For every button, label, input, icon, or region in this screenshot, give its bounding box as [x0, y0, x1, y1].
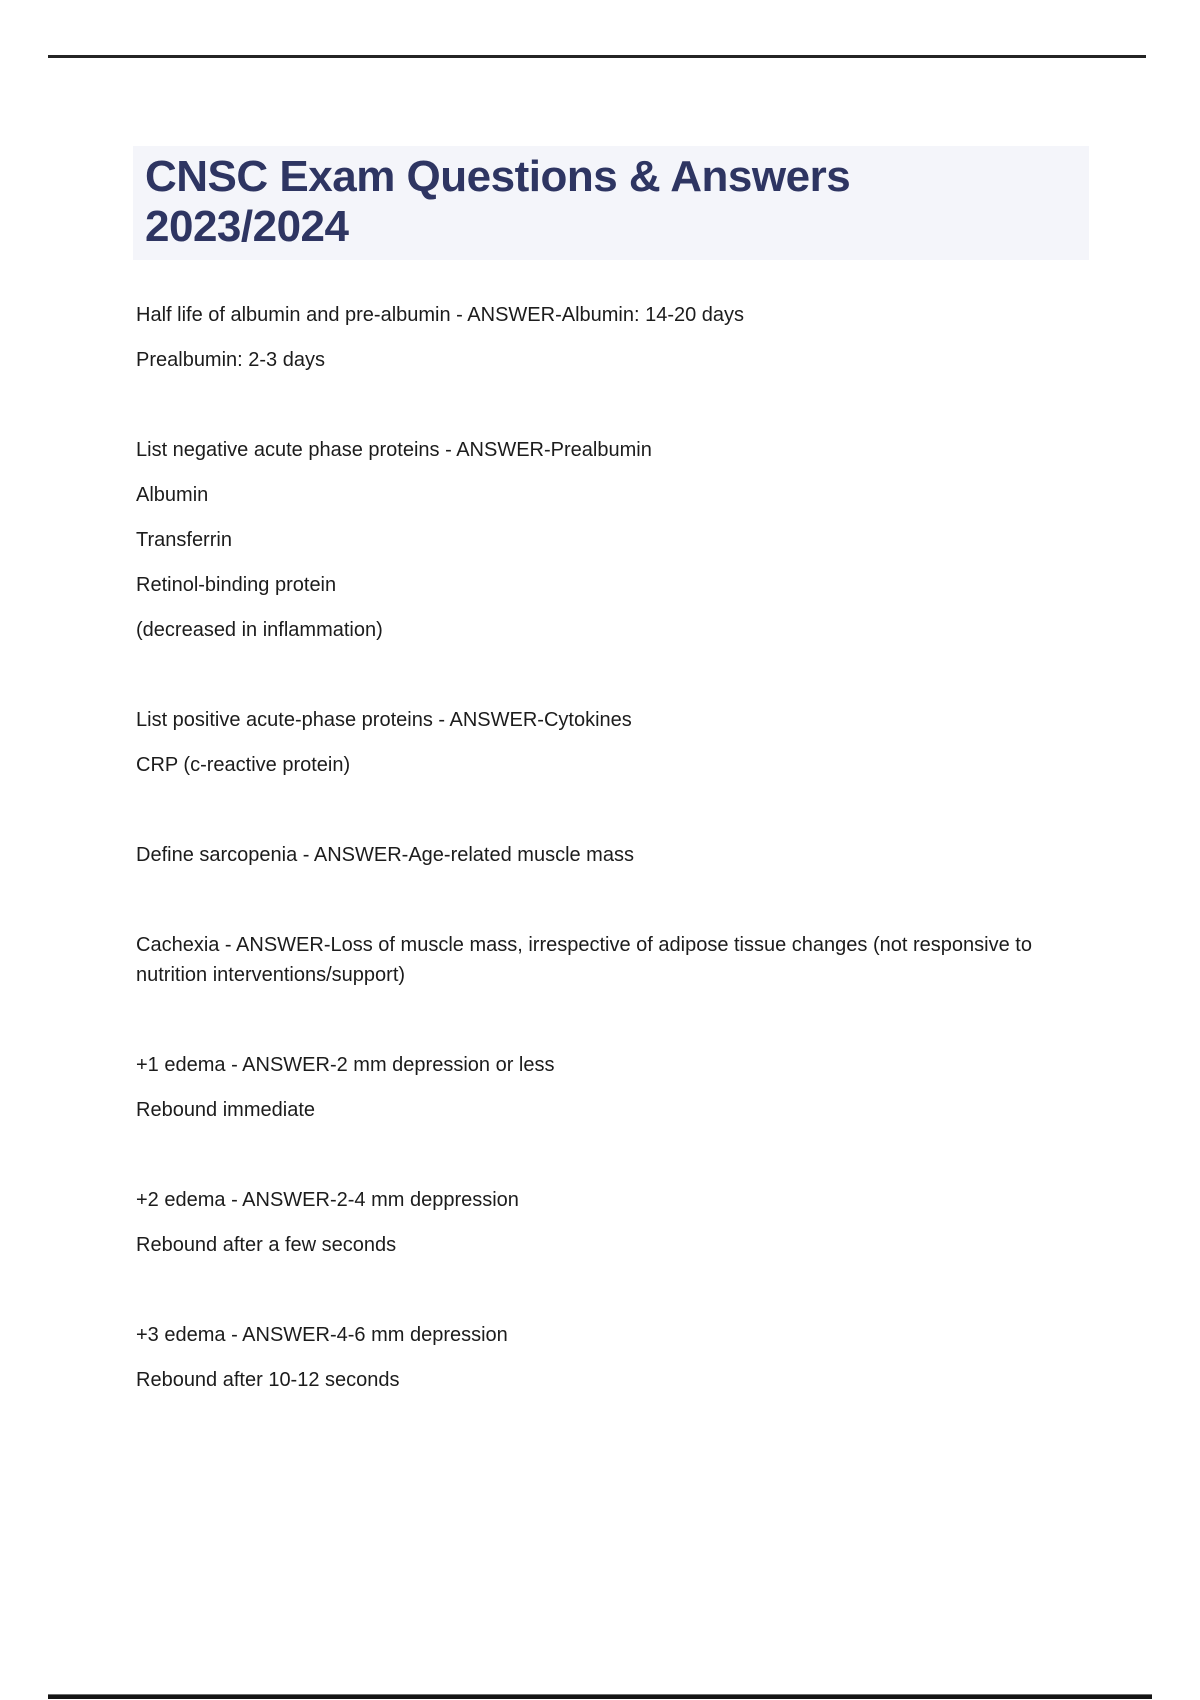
qa-content: [136, 300, 1076, 1410]
qa-paragraph: +3 edema - ANSWER-4-6 mm depression: [136, 1324, 508, 1346]
qa-paragraph: +2 edema - ANSWER-2-4 mm deppression: [136, 1189, 519, 1211]
qa-paragraph: +1 edema - ANSWER-2 mm depression or less: [136, 1054, 555, 1076]
qa-paragraph: Rebound after 10-12 seconds: [136, 1369, 400, 1391]
qa-paragraph: Half life of albumin and pre-albumin - ANSWER-Albumin: 14-20 days: [136, 304, 745, 326]
top-divider: [48, 55, 1146, 58]
page-title-line2: 2023/2024: [145, 202, 349, 251]
qa-paragraph: Cachexia - ANSWER-Loss of muscle mass, irrespective of adipose tissue changes (not responsive to nutrition interventions/support): [136, 934, 1032, 986]
qa-paragraph: List negative acute phase proteins - ANSWER-Prealbumin: [136, 439, 652, 461]
bottom-divider: [48, 1694, 1152, 1699]
qa-paragraph: List positive acute-phase proteins - ANSWER-Cytokines: [136, 709, 632, 731]
qa-paragraph: Rebound immediate: [136, 1099, 315, 1121]
qa-paragraph: Retinol-binding protein: [136, 574, 337, 596]
title-banner: [133, 146, 1089, 260]
page-title-line1: CNSC Exam Questions & Answers: [145, 152, 851, 201]
qa-paragraph: Albumin: [136, 484, 209, 506]
qa-paragraph: Transferrin: [136, 529, 232, 551]
qa-paragraph: (decreased in inflammation): [136, 619, 383, 641]
qa-paragraph: Rebound after a few seconds: [136, 1234, 397, 1256]
qa-paragraph: CRP (c-reactive protein): [136, 754, 351, 776]
qa-paragraph: Prealbumin: 2-3 days: [136, 349, 325, 371]
qa-paragraph: Define sarcopenia - ANSWER-Age-related muscle mass: [136, 844, 634, 866]
